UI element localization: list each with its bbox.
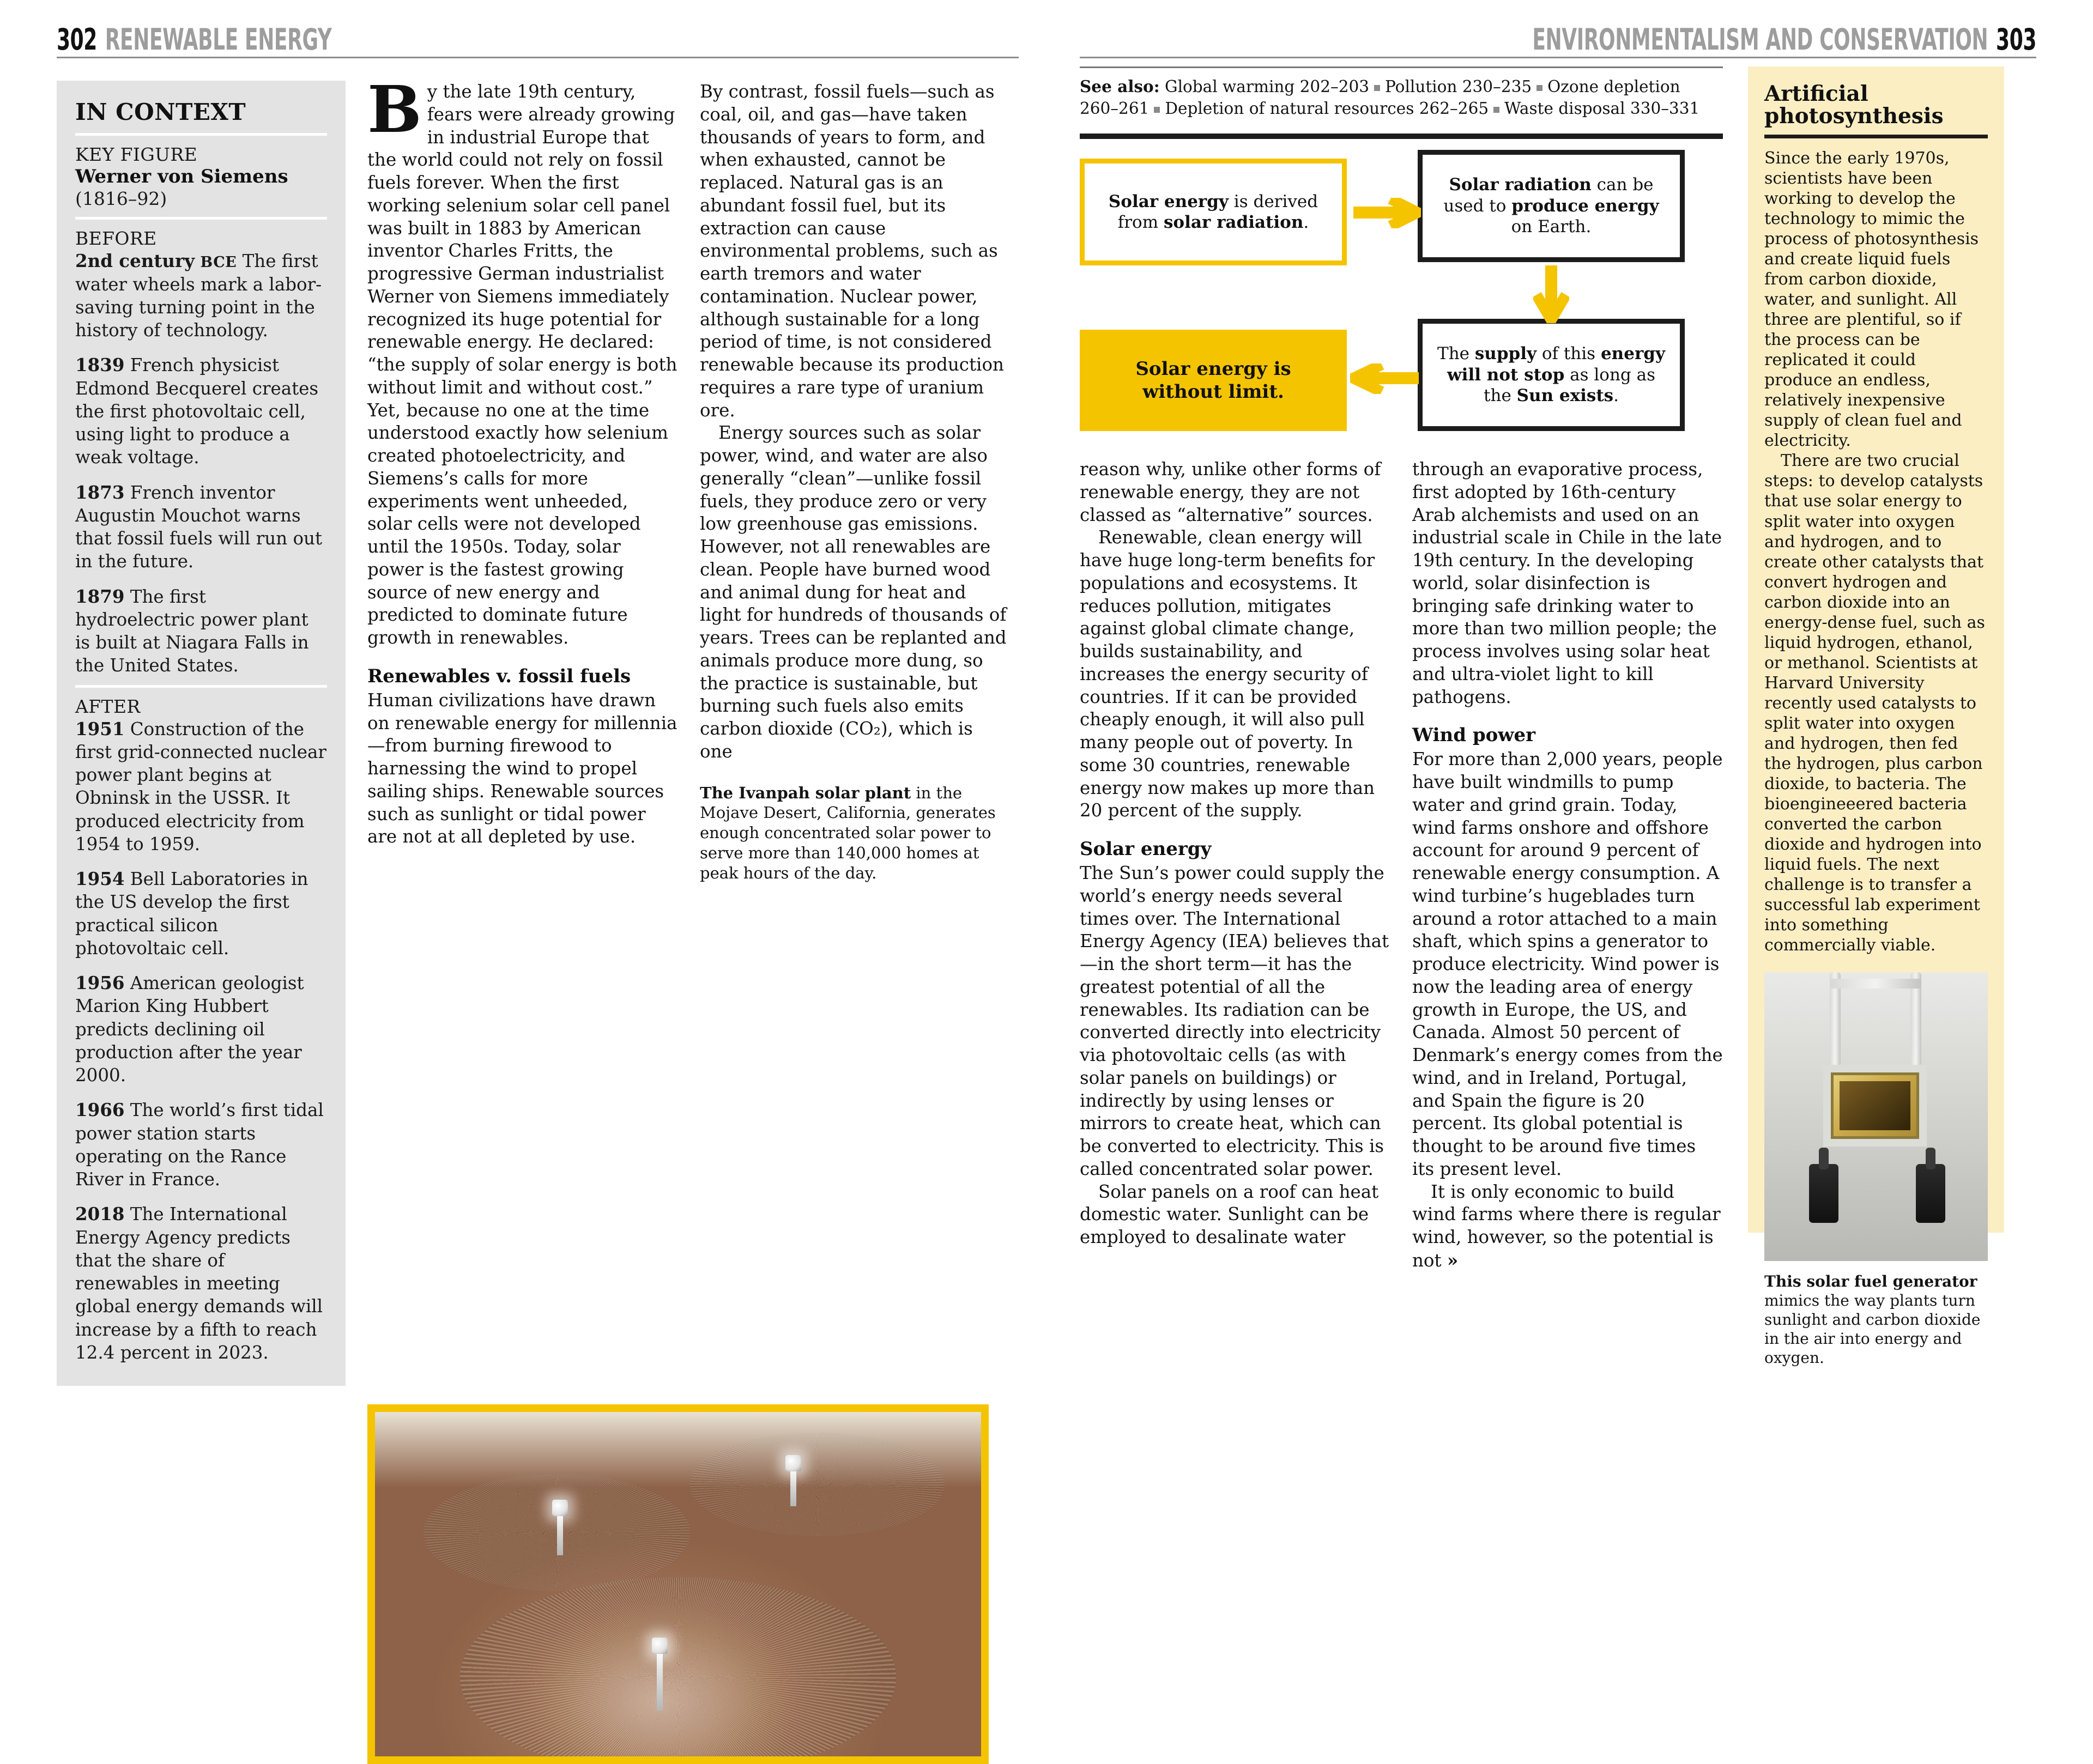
bullet-square-icon: [1537, 85, 1542, 91]
solar-power-tower: [557, 1508, 563, 1555]
photoelectrochemical-cell: [1823, 1065, 1927, 1147]
right-running-head: [1080, 22, 2036, 66]
after-entry-4: [75, 1203, 327, 1364]
fb1-bold-1: Solar energy: [1108, 191, 1229, 211]
flow-box-solar-radiation-produce-energy: [1418, 150, 1685, 262]
sidebar-divider: [1764, 135, 1988, 138]
right-col1-paragraph-3: The Sun’s power could supply the world’s energy needs several times over. The International Energy Agency (IEA) believes that—in the short term—it has the greatest potential of all the renewables. Its radiation can be converted directly into electricity via photovoltaic cells (as with solar panels on buildings) or indirectly by using lenses or mirrors to create heat, which can be converted to electricity. This is called concentrated solar power.: [1080, 863, 1389, 1179]
after-entry-3: [75, 1099, 327, 1191]
fb3-c: of this: [1537, 344, 1601, 364]
see-also-entry-0[interactable]: Global warming 202–203: [1165, 77, 1370, 96]
fb2-plain-1: can be used to: [1443, 175, 1654, 216]
right-head-rule: [1080, 57, 2036, 58]
left-column-2: [700, 81, 1011, 1386]
key-figure-dates: (1816–92): [75, 187, 167, 209]
left-running-title: RENEWABLE ENERGY: [105, 22, 332, 57]
fb3-e: as long as the: [1484, 365, 1655, 406]
key-figure-name: Werner von Siemens: [75, 166, 288, 188]
context-divider: [75, 133, 327, 136]
before-entry-0: [75, 250, 327, 342]
left-head-rule: [57, 57, 1019, 58]
before-entry-year-1: 1839: [75, 354, 125, 376]
right-page: [1049, 0, 2093, 1367]
after-entry-0: [75, 718, 327, 856]
before-entry-1: [75, 354, 327, 469]
key-figure-label: KEY FIGURE: [75, 144, 198, 166]
before-entry-year-3: 1879: [75, 585, 125, 607]
after-entry-text-0: Construction of the first grid-connected nuclear power plant begins at Obninsk in the USSR. It produced electricity from 1954 to 1959.: [75, 718, 326, 854]
see-also-entries: [1080, 77, 1699, 118]
ivanpah-solar-plant-photo: [375, 1412, 981, 1756]
before-entry-3: [75, 585, 327, 677]
before-entry-text-0: The first water wheels mark a labor-saving turning point in the history of technology.: [75, 251, 322, 341]
crocodile-clip-icon: [1916, 1164, 1945, 1223]
before-label: BEFORE: [75, 228, 157, 250]
after-entry-year-3: 1966: [75, 1099, 125, 1121]
heliostat-field-ring: [690, 1433, 945, 1536]
electrode-wire: [1926, 1148, 1935, 1169]
right-column-2: [1412, 458, 1723, 1272]
fb1-plain-2: .: [1303, 213, 1309, 233]
see-also-entry-2[interactable]: Ozone depletion 260–261: [1080, 77, 1680, 118]
see-also-label: See also:: [1080, 77, 1160, 96]
left-page: [0, 0, 1049, 1363]
left-running-head: [57, 22, 1019, 66]
fb2-bold-2: produce energy: [1511, 196, 1659, 216]
solar-power-tower: [790, 1464, 796, 1506]
after-entry-text-2: American geologist Marion King Hubbert predicts declining oil production after the year 2000.: [75, 973, 304, 1086]
context-divider: [75, 217, 327, 220]
arrow-right-icon: [1351, 198, 1421, 228]
after-entry-year-1: 1954: [75, 868, 125, 890]
right-col1-paragraph-2: Renewable, clean energy will have huge long-term benefits for populations and ecosystems. It reduces pollution, mitigates against global climate change, builds sustainability, and increases the energy security of countries. If it can be provided cheaply enough, it will also pull many people out of poverty. In some 30 countries, renewable energy now makes up more than 20 percent of the supply.: [1080, 527, 1375, 821]
context-divider: [75, 685, 327, 688]
left-column-1: [367, 71, 678, 1386]
see-also-line: [1080, 66, 1723, 119]
after-entry-year-2: 1956: [75, 972, 125, 994]
sidebar-caption-text: mimics the way plants turn sunlight and carbon dioxide in the air into energy and oxygen.: [1764, 1291, 1981, 1367]
left-col2-paragraph-1: By contrast, fossil fuels—such as coal, oil, and gas—have taken thousands of years to form, and when exhausted, cannot be replaced. Natural gas is an abundant fossil fuel, but its extraction can cause environmental problems, such as earth tremors and water contamination. Nuclear power, although sustainable for a long period of time, is not considered renewable because its production requires a rare type of uranium ore.: [700, 81, 1004, 421]
fb3-g: .: [1613, 386, 1619, 406]
right-col1-paragraph-4: Solar panels on a roof can heat domestic water. Sunlight can be employed to desalinate water: [1080, 1181, 1379, 1248]
see-also-entry-3[interactable]: Depletion of natural resources 262–265: [1165, 99, 1489, 118]
right-column-1: [1080, 458, 1390, 1272]
electrode-wire: [1819, 1148, 1829, 1169]
in-context-heading: IN CONTEXT: [75, 99, 246, 125]
fb1-bold-2: solar radiation: [1163, 213, 1304, 233]
solar-power-tower: [657, 1646, 663, 1711]
bullet-square-icon: [1154, 107, 1160, 113]
before-entry-era-0: BCE: [200, 254, 237, 271]
see-also-entry-1[interactable]: Pollution 230–235: [1385, 77, 1532, 96]
fb3-f: Sun exists: [1516, 386, 1614, 406]
before-entry-text-1: French physicist Edmond Becquerel creates the first photovoltaic cell, using light to produce a weak voltage.: [75, 355, 319, 468]
subhead-solar-energy: Solar energy: [1080, 838, 1212, 860]
arrow-down-icon: [1533, 263, 1569, 323]
right-running-title: ENVIRONMENTALISM AND CONSERVATION: [1532, 22, 1988, 57]
solar-fuel-generator-photo: [1764, 972, 1988, 1261]
right-col2-paragraph-1: through an evaporative process, first adopted by 16th-century Arab alchemists and used on an industrial scale in Chile in the late 19th century. In the developing world, solar disinfection is bringing safe drinking water to more than two million people; the process involves using solar heat and ultra-violet light to kill pathogens.: [1412, 459, 1722, 707]
after-entry-text-1: Bell Laboratories in the US develop the first practical silicon photovoltaic cell.: [75, 869, 308, 959]
after-entry-text-4: The International Energy Agency predicts that the share of renewables in meeting global energy demands will increase by a fifth to reach 12.4 percent in 2023.: [75, 1204, 323, 1363]
after-entry-1: [75, 868, 327, 960]
in-context-box: [57, 81, 346, 1386]
see-also-entry-4[interactable]: Waste disposal 330–331: [1504, 99, 1700, 118]
fb3-d: energy will not stop: [1447, 344, 1665, 385]
sidebar-paragraph-1: Since the early 1970s, scientists have been working to develop the technology to mimic the process of photosynthesis and create liquid fuels from carbon dioxide, water, and sunlight. All three are plentiful, so if the process can be replicated it could produce an endless, relatively inexpensive supply of clean fuel and electricity.: [1764, 148, 1979, 451]
sidebar-caption-lead: This solar fuel generator: [1764, 1272, 1977, 1290]
after-entry-text-3: The world’s first tidal power station starts operating on the Rance River in France.: [75, 1100, 324, 1190]
left-folio: 302: [57, 22, 97, 57]
right-folio: 303: [1996, 22, 2036, 57]
before-entry-year-2: 1873: [75, 481, 125, 503]
artificial-photosynthesis-sidebar: [1748, 66, 2004, 1367]
after-label: AFTER: [75, 695, 141, 717]
fb4-text: Solar energy is without limit.: [1135, 357, 1291, 403]
apparatus-crossbar: [1830, 979, 1921, 989]
solar-energy-flow-diagram: [1080, 134, 1723, 439]
right-col2-paragraph-3: [1412, 1181, 1723, 1272]
opening-paragraph: [367, 71, 678, 650]
after-entry-list: [75, 718, 327, 1365]
after-entry-year-4: 2018: [75, 1203, 125, 1225]
drop-cap: B: [367, 71, 422, 147]
bullet-square-icon: [1493, 107, 1499, 113]
before-entry-2: [75, 481, 327, 573]
ivanpah-caption: [700, 783, 1011, 883]
left-col1-paragraph-2: Human civilizations have drawn on renewable energy for millennia—from burning firewood to harnessing the wind to propel sailing ships. Renewable sources such as sunlight or tidal power are not at all depleted by use.: [367, 689, 677, 847]
after-entry-2: [75, 972, 327, 1087]
before-entry-list: [75, 250, 327, 677]
bullet-square-icon: [1374, 85, 1380, 91]
arrow-left-icon: [1350, 363, 1421, 394]
sidebar-paragraph-2: There are two crucial steps: to develop catalysts that use solar energy to split water into oxygen and hydrogen, and to create other catalysts that convert hydrogen and carbon dioxide into an energy-dense fuel, such as liquid hydrogen, ethanol, or methanol. Scientists at Harvard University recently used catalysts to split water into oxygen and hydrogen, then fed the hydrogen, plus carbon dioxide, to bacteria. The bioengineeered bacteria converted the carbon dioxide and hydrogen into liquid fuels. The next challenge is to transfer a successful lab experiment into something commercially viable.: [1764, 451, 1985, 955]
before-entry-text-2: French inventor Augustin Mouchot warns that fossil fuels will run out in the future.: [75, 482, 323, 572]
subhead-wind-power: Wind power: [1412, 724, 1536, 747]
left-col2-paragraph-2: Energy sources such as solar power, wind, and water are also generally “clean”—unlike fossil fuels, they produce zero or very low greenhouse gas emissions. However, not all renewables are clean. People have burned wood and animal dung for heat and light for hundreds of thousands of years. Trees can be replanted and animals produce more dung, so the practice is sustainable, but burning such fuels also emits carbon dioxide (CO₂), which is one: [700, 422, 1007, 762]
fb2-plain-2: on Earth.: [1511, 217, 1592, 237]
before-entry-text-3: The first hydroelectric power plant is built at Niagara Falls in the United States.: [75, 586, 309, 676]
flow-box-solar-energy-derived: [1080, 159, 1347, 265]
ivanpah-caption-lead: The Ivanpah solar plant: [700, 783, 911, 802]
fb3-b: supply: [1474, 344, 1537, 364]
crocodile-clip-icon: [1809, 1164, 1838, 1223]
artificial-photosynthesis-title: Artificial photosynthesis: [1764, 81, 1944, 129]
before-entry-year-0: 2nd century: [75, 250, 195, 272]
fb2-bold-1: Solar radiation: [1449, 175, 1592, 195]
right-col2-paragraph-2: For more than 2,000 years, people have built windmills to pump water and grind grain. Today, wind farms onshore and offshore account for around 9 percent of renewable energy consumption. A wind turbine’s hugeblades turn around a rotor attached to a main shaft, which spins a generator to produce electricity. Wind power is now the leading area of energy growth in Europe, the US, and Canada. Almost 50 percent of Denmark’s energy comes from the wind, and in Ireland, Portugal, and Spain the figure is 20 percent. Its global potential is thought to be around five times its present level.: [1412, 749, 1723, 1179]
heliostat-field-ring: [460, 1577, 897, 1764]
fb3-a: The: [1437, 344, 1475, 364]
after-entry-year-0: 1951: [75, 718, 125, 739]
ivanpah-caption-text: in the Mojave Desert, California, generates enough concentrated solar power to serve more than 140,000 homes at peak hours of the day.: [700, 783, 996, 882]
subhead-renewables-v-fossil-fuels: Renewables v. fossil fuels: [367, 665, 631, 687]
opening-paragraph-text: y the late 19th century, fears were already growing in industrial Europe that the world could not rely on fossil fuels forever. When the first working selenium solar cell panel was built in 1883 by American inventor Charles Fritts, the progressive German industrialist Werner von Siemens immediately recognized its huge potential for renewable energy. He declared: “the supply of solar energy is both without limit and without cost.” Yet, because no one at the time understood exactly how selenium created photoelectricity, and Siemens’s calls for more experiments went unheeded, solar cells were not developed until the 1950s. Today, solar power is the fastest growing source of new energy and predicted to dominate future growth in renewables.: [367, 81, 677, 648]
right-col1-paragraph-1: reason why, unlike other forms of renewable energy, they are not classed as “alternative” sources.: [1080, 459, 1381, 525]
right-col2-paragraph-3-text: It is only economic to build wind farms where there is regular wind, however, so the potential is not: [1412, 1181, 1721, 1271]
ivanpah-photo-frame: [367, 1404, 989, 1764]
continuation-marker: »: [1447, 1249, 1459, 1271]
flow-box-supply-will-not-stop: [1418, 319, 1685, 431]
flow-box-solar-energy-without-limit: [1080, 330, 1347, 431]
fb1-plain-1: is derived from: [1117, 191, 1318, 233]
solar-fuel-generator-caption: [1764, 1272, 1988, 1367]
